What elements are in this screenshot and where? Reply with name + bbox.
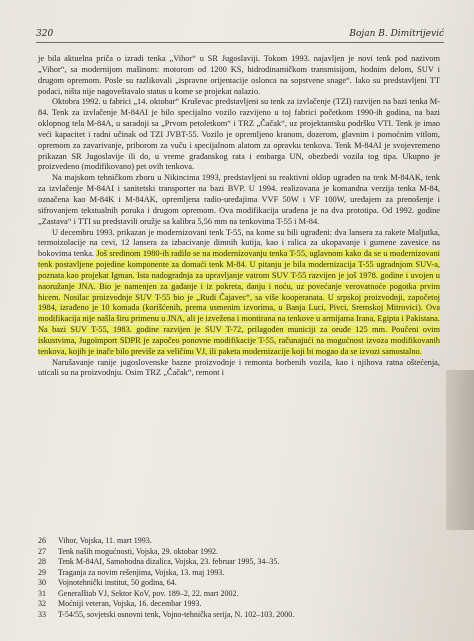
footnote: 26 Vihor, Vojska, 11. mart 1993. (38, 536, 152, 545)
footnote: 28 Tenk M-84AI, Samohodna dizalica, Vojska, 23. februar 1995, 34–35. (38, 557, 280, 566)
body-text (38, 54, 440, 379)
paragraph: Na majskom tehničkom zboru u Nikincima 1993, predstavljeni su reaktivni oklop ugrađen na tenk M-84AK, tenk za izvlačenje M-84AI i sanitetski transporter na bazi BVP. U 1994. realizovana je komandna verzija tenka M-84, označena kao M-84K i M-84AK, opremljena radio-uređajima VVF 50W i VF 100W, uređajem za prenošenje i sifrovanjem tekstualnih poruka i drugom opremom. Ova modifikacija urađena je na dva prototipa. Od 1992. godine „Zastava“ i TTI su predstavili oružje sa kalibra 5,56 mm na tenkovima T-55 i M-84. (38, 173, 440, 226)
paragraph: je bila aktuelna priča o izradi tenka „Vihor“ u SR Jugoslaviji. Tokom 1993. najavljen je novi tenk pod nazivom „Vihor“, sa modernijom mašinom: motorom od 1200 KS, hidrodinamičkom transmisijom, hodnim delom, SUV i drugom opremom. Posle su razlikovali „ispravne orijentacije oslonca na sopstvene snage“. Iako su predstavljeni TT podaci, ništa nije nagoveštavalo status u kome se projekat nalazio. (38, 54, 440, 96)
footnote: 27 Tenk naših mogućnosti, Vojska, 29. oktobar 1992. (38, 546, 219, 556)
paragraph: Narušavanje ranije jugoslovenske bazne proizvodnje i remonta borbenih vozila, kao i njihova ratna oštećenja, uticali su na proizvodnju. Osim TRZ „Čačak“, remont i (38, 357, 440, 378)
paragraph: Oktobra 1992. u fabrici „14. oktobar“ Kruševac predstavljeni su tenk za izvlačenje (TZI) razvijen na bazi tenka M-84. Tenk za izvlačenje M-84AI je bilo specijalno vozilo razvijeno u toj fabrici početkom 1990-ih godina, na bazi oklopnog tela M-84A, u saradnji sa „Prvom petoletkom“ i TRZ „Čačak“, uz projektantsku podršku VTI. Tenk je imao veći kapacitet i radni učinak od TZI JVBT-55. Vozilo je opremljeno kranom, dozerom, glavnim i pomoćnim vitlom, opremom za zavarivanje, priborom za vuču i specijalnom alatom za opravku tenkova. Tenk M-84AI je svojevremeno prikazan SR Jugoslavije ili do, u vreme građanskog rata i embarga UN, obezbedi vozila tog tipa. Ukupno je proizvedeno (modifikovano) pet ovih tenkova. (38, 97, 440, 172)
footnote: 33 T-54/55, sovjetski osnovni tenk, Vojno-tehnička serija, N. 102–103. 2000. (38, 609, 295, 619)
page-number: 320 (36, 29, 54, 39)
highlighted-passage: Još sredinom 1980-ih radilo se na modernizovanju tenka T-55, uglavnom kako da se u modernizovani tenk postavljene pojedine komponente za domaći tenk M-84. U pitanju je bila modernizacija T-55 ugradnjom SUV-a, poznata kao projekat Igman. Ista nadogradnja za upravljanje vatrom SUV T-55 razvijen je još 1978. godine i uvojen u naoružanje JNA. Bio je namenjen za gađanje i iz pokreta, danju i noću, uz povećanje verovatnoće pogotka prvim hicem. Nosilac proizvodnje SUV T-55 bio je „Rudi Čajavec“, sa više kooperanata. U srpskoj proizvodnji, započetoj 1984, izrađeno je 10 komada (korišćenih, prema usmenim izvorima, u Banja Luci, Pivci, Sremskoj Mitrovici). Ova modifikacija nije našla širu primenu u JNA, ali je izvežena i montirana na tenkove u armijama Irana, Egipta i Pakistana. Na bazi SUV T-55, 1983. godine razvijen je SUV T-72, prilagođen municiji za oruđe 125 mm. Poučeni ovim iskustvima, Jugoimport SDPR je započeo ponovne modifikacije T-55, računajući na mogućnost izvoza modifikovanih tenkova, kojih je inače bilo previše za veličinu VJ, ili paketa modernizacije koji bi mogao da se izvozi samostalno. (38, 249, 440, 356)
paragraph-with-highlight (38, 228, 440, 358)
footnote: 31 Generalštab VJ, Sektor KoV, pov. 189–2, 22. mart 2002. (38, 588, 239, 598)
paragraph-text: U decembru 1993. prikazan je modernizovani tenk T-55, na kome su bili ugrađeni: dva lansera za rakete Maljutka, termoizolacije na cevi, 12 lansera za izbacivanje dimnih kutija, kao i ralica za ukopavanje i gumene zavesice na bokovima tenka. (38, 227, 440, 259)
page-shadow (446, 370, 474, 530)
running-author: Bojan B. Dimitrijević (349, 29, 444, 39)
footnotes (38, 536, 440, 620)
footnote: 32 Moćniji veteran, Vojska, 16. decembar 1993. (38, 599, 202, 608)
footnote: 29 Traganja za novim rešenjima, Vojska, 13. maj 1993. (38, 567, 225, 577)
footnote: 30 Vojnotehnički institut, 50 godina, 64. (38, 578, 177, 587)
running-header (36, 6, 444, 43)
